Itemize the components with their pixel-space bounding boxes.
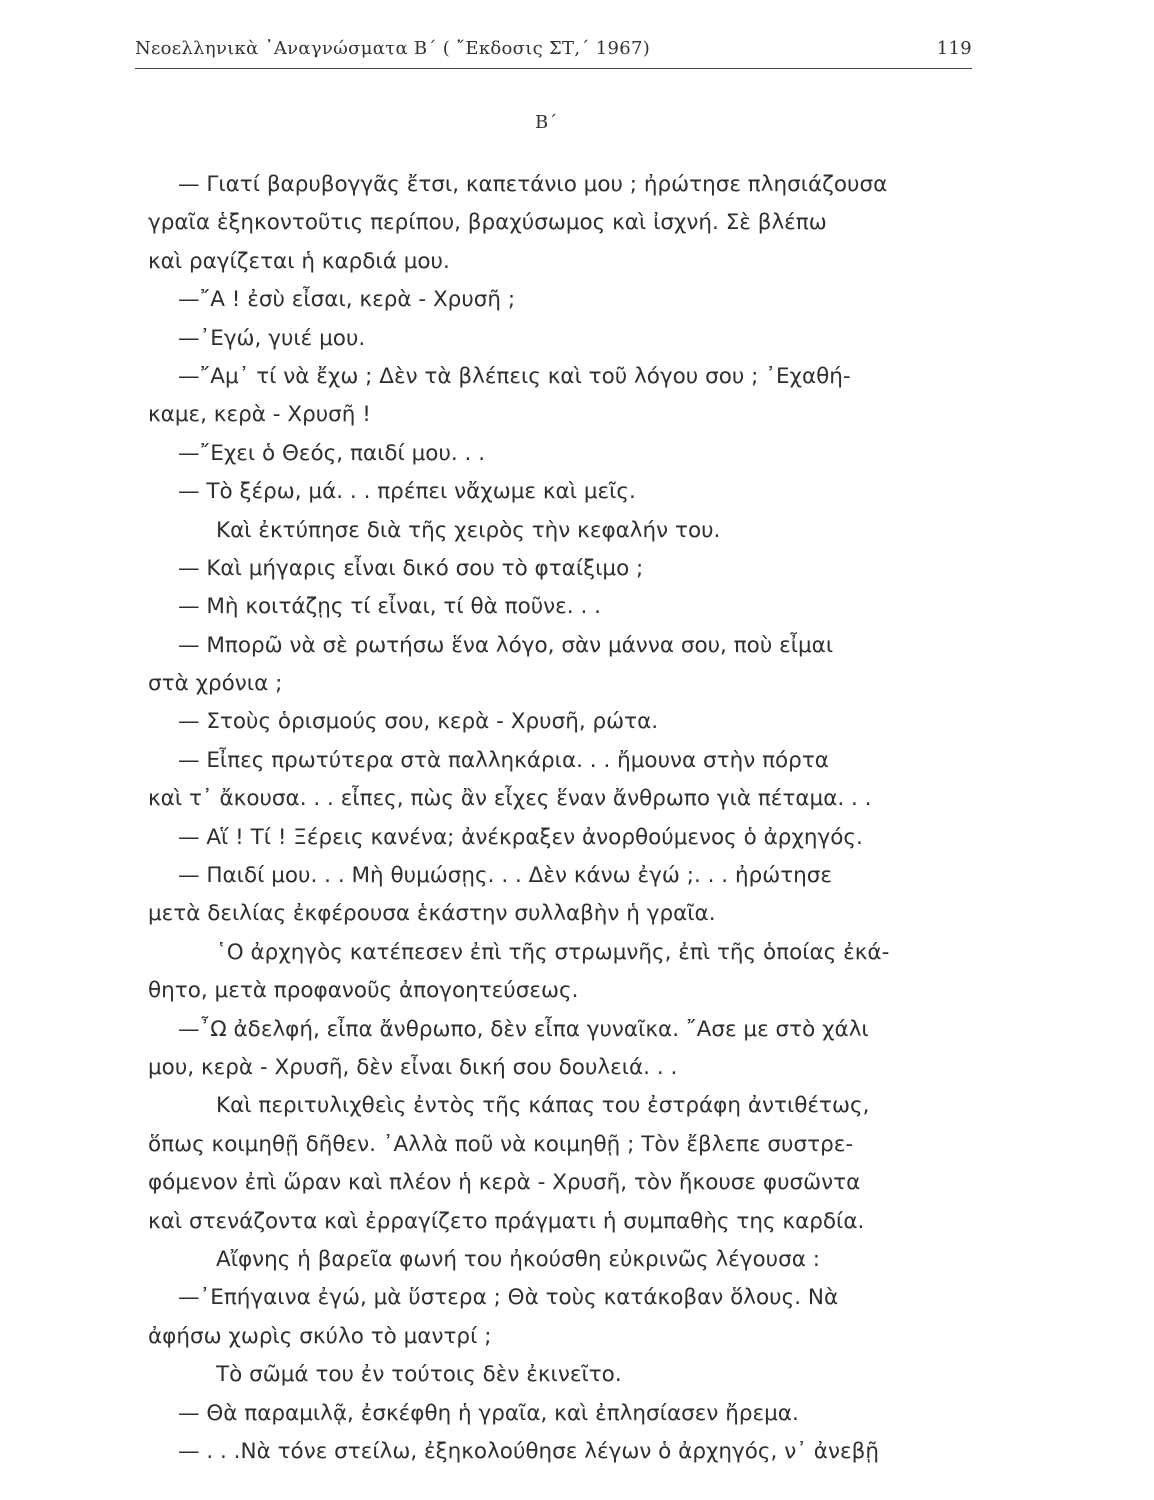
text-line: καὶ τ᾿ ἄκουσα. . . εἶπες, πὼς ἂν εἶχες ἕναν ἄνθρωπο γιὰ πέταμα. . . — [148, 786, 872, 812]
text-line: Τὸ σῶμά του ἐν τούτοις δὲν ἐκινεῖτο. — [216, 1362, 622, 1388]
text-line: —᾿Επήγαινα ἐγώ, μὰ ὕστερα ; Θὰ τοὺς κατάκοβαν ὅλους. Νὰ — [178, 1285, 839, 1311]
text-line: θητο, μετὰ προφανοῦς ἀπογοητεύσεως. — [148, 978, 579, 1004]
text-line: — Τὸ ξέρω, μά. . . πρέπει νἄχωμε καὶ μεῖς. — [178, 479, 636, 505]
text-line: — Εἶπες πρωτύτερα στὰ παλληκάρια. . . ἤμουνα στὴν πόρτα — [178, 747, 829, 773]
running-head — [135, 38, 972, 68]
section-marker: Β΄ — [535, 112, 558, 133]
header-rule — [135, 68, 972, 69]
text-line: γραῖα ἑξηκοντοῦτις περίπου, βραχύσωμος καὶ ἰσχνή. Σὲ βλέπω — [148, 210, 827, 236]
text-line: ῾Ο ἀρχηγὸς κατέπεσεν ἐπὶ τῆς στρωμνῆς, ἐπὶ τῆς ὁποίας ἐκά- — [216, 939, 890, 965]
running-head-title: Νεοελληνικὰ ᾿Αναγνώσματα Β΄ ( ῎Εκδοσις ΣΤ,΄ 1967) — [135, 38, 651, 59]
text-line: —῏Ω ἀδελφή, εἶπα ἄνθρωπο, δὲν εἶπα γυναῖκα. ῎Ασε με στὸ χάλι — [178, 1016, 869, 1042]
text-line: — Γιατί βαρυβογγᾶς ἔτσι, καπετάνιο μου ; ἠρώτησε πλησιάζουσα — [178, 172, 888, 197]
text-line: —῎Αμ᾿ τί νὰ ἔχω ; Δὲν τὰ βλέπεις καὶ τοῦ λόγου σου ; ᾿Εχαθή- — [178, 363, 851, 389]
text-line: φόμενον ἐπὶ ὥραν καὶ πλέον ἡ κερὰ - Χρυσῆ, τὸν ἤκουσε φυσῶντα — [148, 1170, 861, 1196]
text-line: — Καὶ μήγαρις εἶναι δικό σου τὸ φταίξιμο ; — [178, 555, 644, 581]
page-number: 119 — [936, 38, 972, 59]
text-line: —῎Εχει ὁ Θεός, παιδί μου. . . — [178, 440, 486, 466]
text-line: — Στοὺς ὁρισμούς σου, κερὰ - Χρυσῆ, ρώτα. — [178, 709, 659, 735]
text-line: καμε, κερὰ - Χρυσῆ ! — [148, 402, 371, 428]
text-line: — . . .Νὰ τόνε στείλω, ἐξηκολούθησε λέγων ὁ ἀρχηγός, ν᾿ ἀνεβῇ — [178, 1438, 879, 1464]
text-line: μετὰ δειλίας ἐκφέρουσα ἑκάστην συλλαβὴν ἡ γραῖα. — [148, 901, 716, 927]
text-line: ὅπως κοιμηθῇ δῆθεν. ᾿Αλλὰ ποῦ νὰ κοιμηθῇ ; Τὸν ἔβλεπε συστρε- — [148, 1131, 854, 1157]
text-line: —᾿Εγώ, γυιέ μου. — [178, 325, 366, 351]
text-line: καὶ στενάζοντα καὶ ἐρραγίζετο πράγματι ἡ συμπαθὴς της καρδία. — [148, 1208, 865, 1234]
text-line: στὰ χρόνια ; — [148, 671, 283, 697]
text-line: — Μπορῶ νὰ σὲ ρωτήσω ἕνα λόγο, σὰν μάννα σου, ποὺ εἶμαι — [178, 632, 834, 658]
text-line: — Παιδί μου. . . Μὴ θυμώσῃς. . . Δὲν κάνω ἐγώ ;. . . ἠρώτησε — [178, 863, 833, 889]
text-line: — Θὰ παραμιλᾷ, ἐσκέφθη ἡ γραῖα, καὶ ἐπλησίασεν ἤρεμα. — [178, 1400, 799, 1426]
text-line: ἀφήσω χωρὶς σκύλο τὸ μαντρί ; — [148, 1323, 492, 1349]
body-text — [148, 166, 988, 1471]
text-line: μου, κερὰ - Χρυσῆ, δὲν εἶναι δική σου δουλειά. . . — [148, 1054, 678, 1080]
text-line: —῎Α ! ἐσὺ εἶσαι, κερὰ - Χρυσῆ ; — [178, 287, 516, 313]
text-line: Καὶ ἐκτύπησε διὰ τῆς χειρὸς τὴν κεφαλήν του. — [216, 517, 721, 543]
text-line: — Αἵ ! Τί ! Ξέρεις κανένα; ἀνέκραξεν ἀνορθούμενος ὁ ἀρχηγός. — [178, 824, 863, 850]
text-line: καὶ ραγίζεται ἡ καρδιά μου. — [148, 248, 450, 274]
text-line: Καὶ περιτυλιχθεὶς ἐντὸς τῆς κάπας του ἐστράφη ἀντιθέτως, — [216, 1093, 870, 1119]
text-line: — Μὴ κοιτάζῃς τί εἶναι, τί θὰ ποῦνε. . . — [178, 594, 601, 620]
text-line: Αἴφνης ἡ βαρεῖα φωνή του ἠκούσθη εὐκρινῶς λέγουσα : — [216, 1246, 820, 1272]
